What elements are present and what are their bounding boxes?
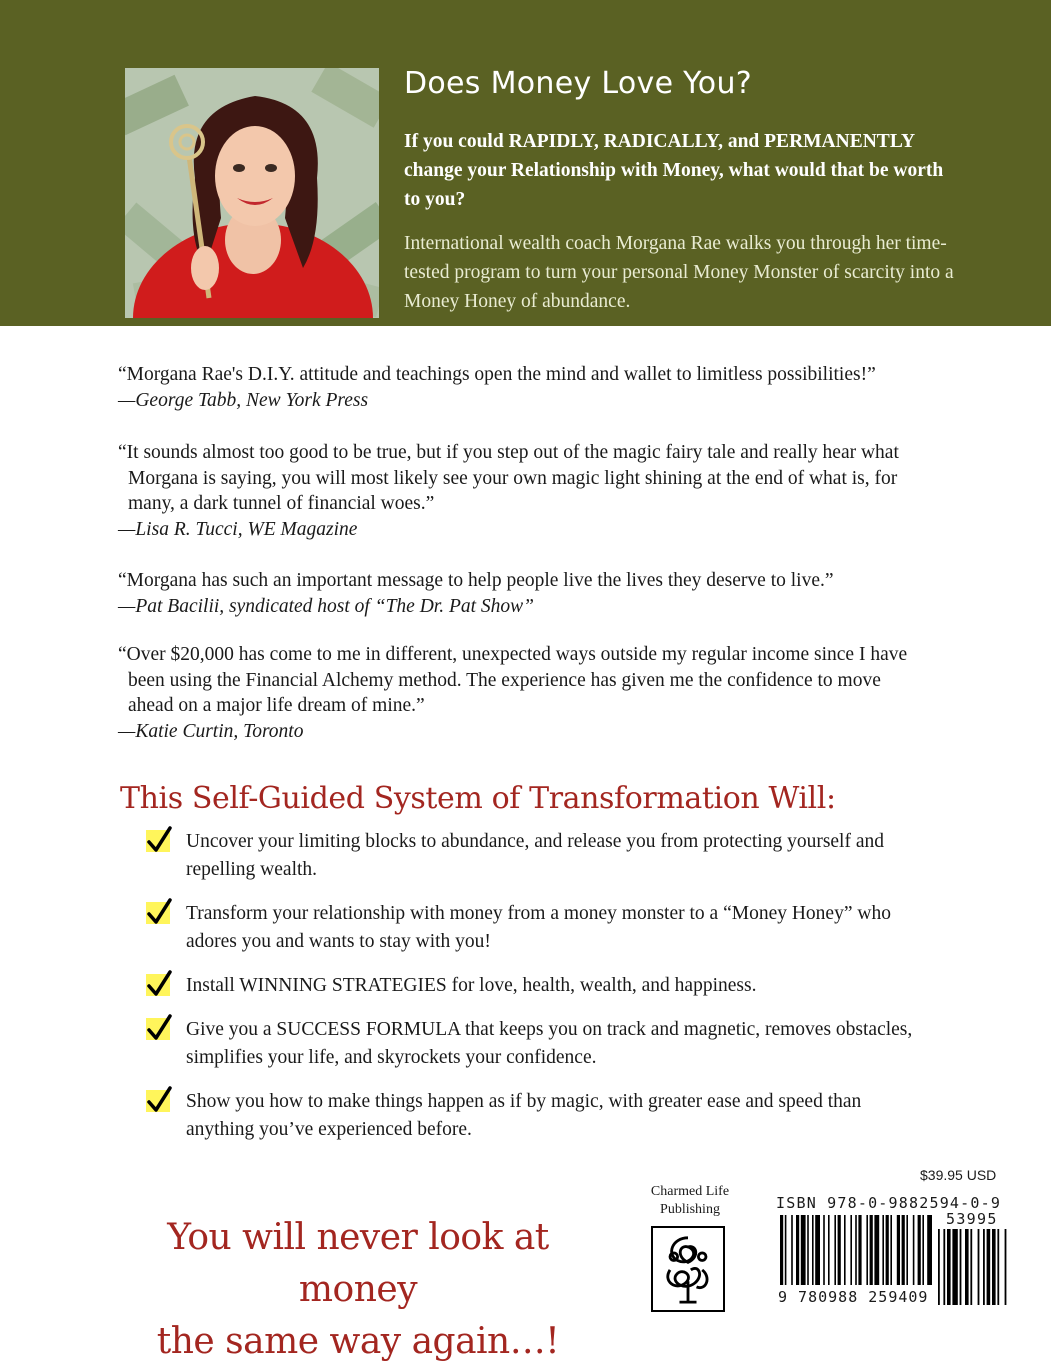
testimonial (118, 568, 834, 619)
barcode-bar (858, 1215, 861, 1285)
checkmark-icon (146, 902, 170, 924)
author-photo (125, 68, 379, 318)
barcode-bar (785, 1215, 787, 1285)
barcode-bar (960, 1229, 962, 1305)
barcode-bar (791, 1215, 793, 1285)
checkmark-icon (146, 830, 170, 852)
barcode-bar (965, 1229, 969, 1305)
testimonial-attribution: —Lisa R. Tucci, WE Magazine (118, 518, 358, 540)
barcode-addon-digits: 53995 (946, 1210, 998, 1228)
checkmark-icon (146, 1090, 170, 1112)
barcode-bar (922, 1215, 924, 1285)
publisher-logo-icon (651, 1226, 725, 1312)
checkmark-icon (146, 974, 170, 996)
barcode-bar (801, 1215, 806, 1285)
checkmark-icon (146, 1018, 170, 1040)
publisher-name-line: Publishing (660, 1202, 720, 1217)
benefit-text: Uncover your limiting blocks to abundance, and release you from protecting yourself and repelling wealth. (186, 831, 885, 880)
testimonial (118, 362, 876, 413)
barcode-digits: 9 780988 259409 (778, 1288, 929, 1306)
benefit-text: Give you a SUCCESS FORMULA that keeps you on track and magnetic, removes obstacles, simplifies your life, and skyrockets your confidence. (186, 1019, 913, 1068)
barcode-bar (992, 1229, 996, 1305)
system-heading: This Self-Guided System of Transformation Will: (120, 781, 836, 816)
header-blurb: International wealth coach Morgana Rae walks you through her time-tested program to turn your personal Money Monster of scarcity into a Money Honey of abundance. (404, 233, 954, 312)
barcode-bar (828, 1215, 830, 1285)
barcode-bar (815, 1215, 820, 1285)
testimonial-quote: “Morgana has such an important message to help people live the lives they deserve to live.” (118, 570, 834, 591)
testimonial (118, 642, 918, 744)
barcode-bar (866, 1215, 868, 1285)
isbn-label: ISBN 978-0-9882594-0-9 (776, 1194, 1002, 1212)
barcode-bar (947, 1229, 951, 1305)
barcode-bar (978, 1229, 980, 1305)
testimonial-attribution: —Katie Curtin, Toronto (118, 720, 304, 742)
barcode-bar (850, 1215, 852, 1285)
tagline-line: You will never look at money (167, 1217, 549, 1310)
testimonial-attribution: —Pat Bacilii, syndicated host of “The Dr. Pat Show” (118, 595, 535, 617)
barcode-bar (913, 1215, 915, 1285)
barcode-bar (780, 1215, 783, 1285)
barcode-bar (902, 1215, 905, 1285)
barcode-bar (838, 1215, 841, 1285)
barcode-bar (938, 1229, 940, 1305)
testimonial (118, 440, 928, 542)
publisher-name-line: Charmed Life (650, 1184, 730, 1199)
barcode-bar (834, 1215, 836, 1285)
tagline (118, 1212, 598, 1368)
testimonial-quote: “It sounds almost too good to be true, but if you step out of the magic fairy tale and really hear what Morgana is saying, you will most likely see your own magic light shining at the end of what is, for many, a dark tunnel of financial woes.” (118, 442, 899, 514)
barcode-bar (882, 1215, 884, 1285)
barcode-bar (1005, 1229, 1007, 1305)
testimonial-quote: “Morgana Rae's D.I.Y. attitude and teachings open the mind and wallet to limitless possibilities!” (118, 364, 876, 385)
price-label: $39.95 USD (920, 1167, 997, 1183)
tagline-line: the same way again…! (156, 1321, 560, 1362)
barcode-bar (812, 1215, 814, 1285)
barcode-bar (890, 1215, 892, 1285)
barcode-bar (855, 1215, 857, 1285)
barcode-bar (886, 1215, 889, 1285)
barcode-bar (952, 1229, 957, 1305)
barcode-bar (970, 1229, 972, 1305)
barcode-bar (874, 1215, 879, 1285)
barcode-bar (823, 1215, 825, 1285)
publisher-name (640, 1183, 740, 1219)
benefit-text: Transform your relationship with money from a money monster to a “Money Honey” who adores you and wants to stay with you! (186, 903, 891, 952)
barcode-bar (796, 1215, 799, 1285)
barcode-bar (983, 1229, 985, 1305)
header-lead: If you could RAPIDLY, RADICALLY, and PERMANENTLY change your Relationship with Money, what would that be worth to you? (404, 131, 944, 210)
benefit-text: Install WINNING STRATEGIES for love, health, wealth, and happiness. (186, 975, 757, 996)
barcode-bar (844, 1215, 846, 1285)
barcode-bar (943, 1229, 945, 1305)
barcode-bar (807, 1215, 809, 1285)
header-title: Does Money Love You? (404, 66, 752, 101)
barcode-bar (906, 1215, 908, 1285)
benefit-text: Show you how to make things happen as if by magic, with greater ease and speed than anything you’ve experienced before. (186, 1091, 862, 1140)
barcode-bar (897, 1215, 900, 1285)
barcode-bar (870, 1215, 873, 1285)
testimonial-quote: “Over $20,000 has come to me in different, unexpected ways outside my regular income since I have been using the Financial Alchemy method. The experience has given me the confidence to move ahead on a major life dream of mine.” (118, 644, 908, 716)
barcode-bar (997, 1229, 999, 1305)
barcode-bar (927, 1215, 932, 1285)
barcode-bar (987, 1229, 991, 1305)
barcode-bar (918, 1215, 921, 1285)
testimonial-attribution: —George Tabb, New York Press (118, 389, 369, 411)
